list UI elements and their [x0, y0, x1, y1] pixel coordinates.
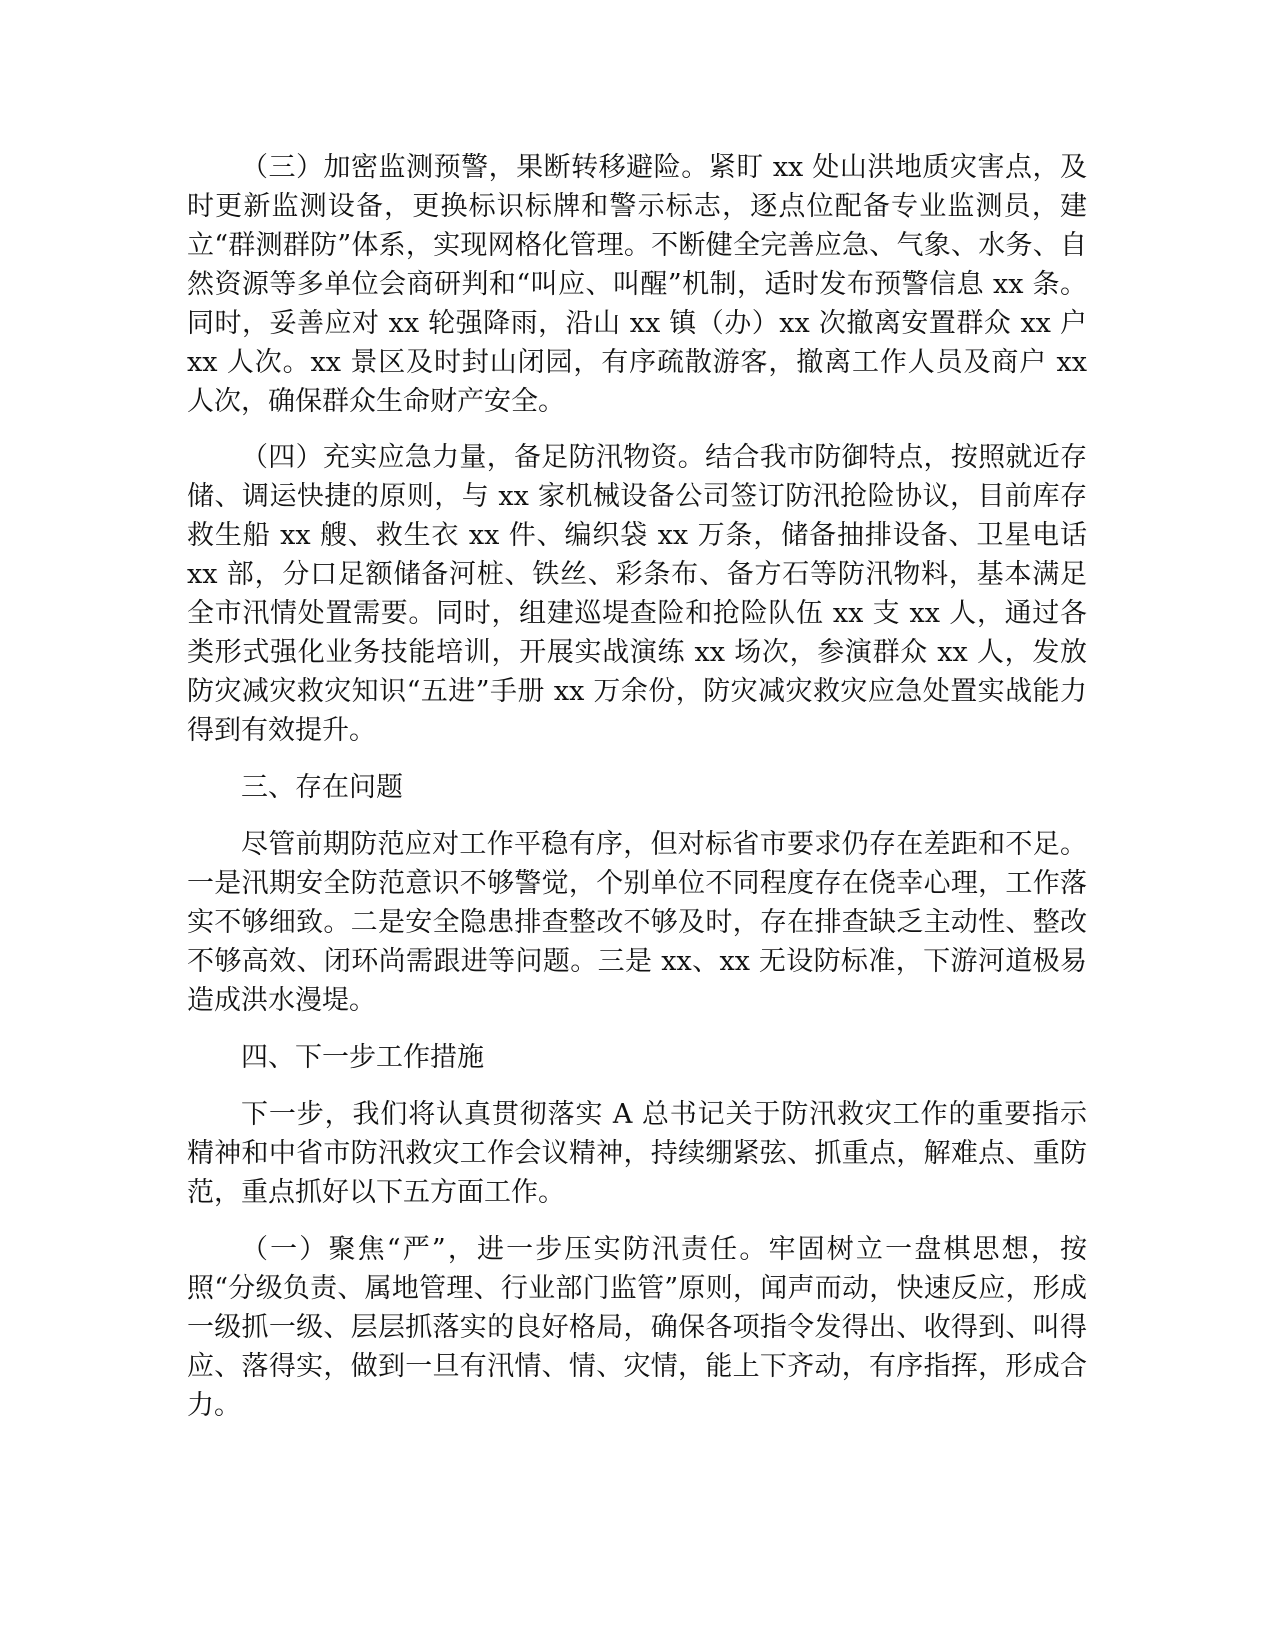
paragraph-next-steps-intro: 下一步，我们将认真贯彻落实 A 总书记关于防汛救灾工作的重要指示精神和中省市防汛救灾工作会议精神，持续绷紧弦、抓重点，解难点、重防范，重点抓好以下五方面工作。 [187, 1099, 1087, 1208]
section-heading-next-steps: 四、下一步工作措施 [241, 1042, 484, 1073]
paragraph-monitoring-warning: （三）加密监测预警，果断转移避险。紧盯 xx 处山洪地质灾害点，及时更新监测设备，更换标识标牌和警示标志，逐点位配备专业监测员，建立“群测群防”体系，实现网格化管理。不断健全完善应急、气象、水务、自然资源等多单位会商研判和“叫应、叫醒”机制，适时发布预警信息 xx 条。同时，妥善应对 xx 轮强降雨，沿山 xx 镇（办）xx 次撤离安置群众 xx 户 xx 人次。xx 景区及时封山闭园，有序疏散游客，撤离工作人员及商户 xx 人次，确保群众生命财产安全。 [187, 152, 1087, 417]
section-heading-existing-problems: 三、存在问题 [241, 772, 403, 803]
paragraph-responsibility: （一）聚焦“严”，进一步压实防汛责任。牢固树立一盘棋思想，按照“分级负责、属地管理、行业部门监管”原则，闻声而动，快速反应，形成一级抓一级、层层抓落实的良好格局，确保各项指令发得出、收得到、叫得应、落得实，做到一旦有汛情、情、灾情，能上下齐动，有序指挥，形成合力。 [187, 1234, 1087, 1421]
paragraph-emergency-resources: （四）充实应急力量，备足防汛物资。结合我市防御特点，按照就近存储、调运快捷的原则，与 xx 家机械设备公司签订防汛抢险协议，目前库存救生船 xx 艘、救生衣 xx 件、编织袋 xx 万条，储备抽排设备、卫星电话 xx 部，分口足额储备河桩、铁丝、彩条布、备方石等防汛物料，基本满足全市汛情处置需要。同时，组建巡堤查险和抢险队伍 xx 支 xx 人，通过各类形式强化业务技能培训，开展实战演练 xx 场次，参演群众 xx 人，发放防灾减灾救灾知识“五进”手册 xx 万余份，防灾减灾救灾应急处置实战能力得到有效提升。 [187, 442, 1087, 746]
paragraph-existing-problems: 尽管前期防范应对工作平稳有序，但对标省市要求仍存在差距和不足。一是汛期安全防范意识不够警觉，个别单位不同程度存在侥幸心理，工作落实不够细致。二是安全隐患排查整改不够及时，存在排查缺乏主动性、整改不够高效、闭环尚需跟进等问题。三是 xx、xx 无设防标准，下游河道极易造成洪水漫堤。 [187, 829, 1087, 1016]
document-body [187, 148, 1087, 1443]
